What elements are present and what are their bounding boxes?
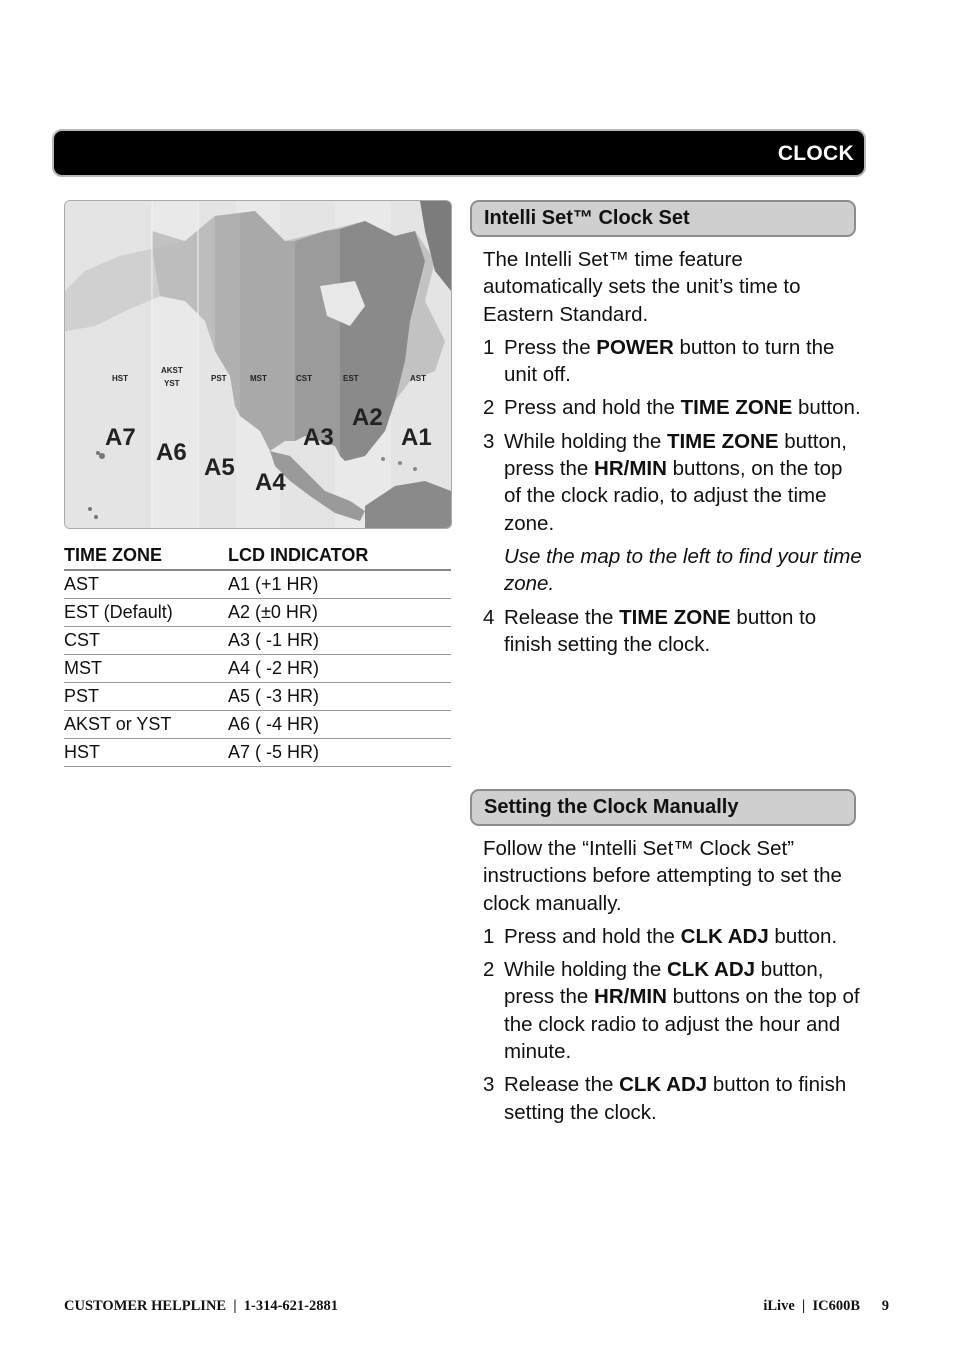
button-name: CLK ADJ xyxy=(666,958,756,982)
step-text: button to finish setting the clock. xyxy=(504,1073,847,1124)
manual-set-body xyxy=(483,835,863,1132)
step-number: 2 xyxy=(483,396,495,420)
page-title: CLOCK xyxy=(777,142,854,165)
time-zone-cell: AKST or YST xyxy=(64,711,228,739)
instruction-step xyxy=(483,334,863,389)
map-zone-label: CST xyxy=(296,374,312,383)
instruction-step xyxy=(483,394,863,421)
step-number: 1 xyxy=(483,924,495,948)
map-zone-label: MST xyxy=(250,374,267,383)
step-text: While holding the xyxy=(504,958,667,982)
lcd-indicator-cell: A1 (+1 HR) xyxy=(228,570,451,599)
footer-brand-page: iLive | IC600B 9 xyxy=(763,1298,889,1314)
lcd-indicator-cell: A4 ( -2 HR) xyxy=(228,655,451,683)
map-zone-label: PST xyxy=(211,374,227,383)
manual-set-intro: Follow the “Intelli Set™ Clock Set” instructions before attempting to set the clock manually. xyxy=(483,837,842,915)
step-text: Release the xyxy=(504,605,620,629)
manual-set-heading-box xyxy=(470,789,856,826)
button-name: HR/MIN xyxy=(594,985,667,1009)
footer-helpline: CUSTOMER HELPLINE | 1-314-621-2881 xyxy=(64,1298,339,1314)
time-zone-cell: CST xyxy=(64,627,228,655)
intelli-set-heading: Intelli Set™ Clock Set xyxy=(484,207,690,229)
step-text: button, press the xyxy=(504,958,824,1009)
step-text: button to finish setting the clock. xyxy=(504,605,817,656)
lcd-indicator-cell: A3 ( -1 HR) xyxy=(228,627,451,655)
instruction-step xyxy=(483,428,863,537)
button-name: TIME ZONE xyxy=(680,396,793,420)
map-zone-label: AST xyxy=(410,374,426,383)
table-row xyxy=(64,711,451,739)
table-row xyxy=(64,599,451,627)
time-zone-cell: EST (Default) xyxy=(64,599,228,627)
button-name: POWER xyxy=(596,335,674,359)
instruction-step xyxy=(483,956,863,1065)
button-name: CLK ADJ xyxy=(619,1073,708,1097)
step-number: 3 xyxy=(483,429,495,453)
instruction-step xyxy=(483,1071,863,1126)
lcd-indicator-cell: A2 (±0 HR) xyxy=(228,599,451,627)
map-zone-label: HST xyxy=(112,374,128,383)
step-text: button, press the xyxy=(504,429,847,481)
map-note: Use the map to the left to find your time zone. xyxy=(504,544,862,596)
table-row xyxy=(64,739,451,767)
step-text: buttons, on the top of the clock radio, to adjust the time zone. xyxy=(504,457,843,535)
column-header-lcd-indicator: LCD INDICATOR xyxy=(228,541,451,570)
button-name: HR/MIN xyxy=(594,457,667,481)
table-header-row xyxy=(64,541,451,570)
step-text: Press the xyxy=(504,335,597,359)
step-number: 4 xyxy=(483,605,495,629)
time-zone-table xyxy=(64,541,451,767)
map-zone-label: YST xyxy=(164,379,180,388)
time-zone-cell: AST xyxy=(64,570,228,599)
map-indicator-label: A4 xyxy=(255,469,286,496)
section-header-bar xyxy=(52,129,866,177)
instruction-step xyxy=(483,604,863,659)
map-zone-label: AKST xyxy=(161,366,183,375)
map-indicator-label: A7 xyxy=(105,424,136,451)
map-zone-label: EST xyxy=(343,374,359,383)
step-text: Release the xyxy=(504,1073,620,1097)
map-indicator-label: A2 xyxy=(352,404,383,431)
time-zone-cell: PST xyxy=(64,683,228,711)
time-zone-map xyxy=(64,200,452,529)
lcd-indicator-cell: A5 ( -3 HR) xyxy=(228,683,451,711)
step-text: Press and hold the xyxy=(504,396,681,420)
table-row xyxy=(64,683,451,711)
map-indicator-label: A1 xyxy=(401,424,432,451)
step-text: button. xyxy=(792,396,861,420)
lcd-indicator-cell: A6 ( -4 HR) xyxy=(228,711,451,739)
intelli-set-heading-box xyxy=(470,200,856,237)
step-number: 2 xyxy=(483,958,495,982)
time-zone-cell: MST xyxy=(64,655,228,683)
map-indicator-label: A5 xyxy=(204,454,235,481)
step-text: Press and hold the xyxy=(504,924,681,948)
map-indicator-label: A6 xyxy=(156,439,187,466)
column-header-time-zone: TIME ZONE xyxy=(64,541,228,570)
intelli-set-intro: The Intelli Set™ time feature automatically sets the unit’s time to Eastern Standard. xyxy=(483,248,801,326)
step-text: button to turn the unit off. xyxy=(504,335,835,387)
table-row xyxy=(64,570,451,599)
intelli-set-body xyxy=(483,246,863,664)
lcd-indicator-cell: A7 ( -5 HR) xyxy=(228,739,451,767)
map-indicator-label: A3 xyxy=(303,424,334,451)
table-row xyxy=(64,655,451,683)
step-text: button. xyxy=(768,924,838,948)
button-name: CLK ADJ xyxy=(680,924,769,948)
step-text: While holding the xyxy=(504,429,667,453)
time-zone-cell: HST xyxy=(64,739,228,767)
step-number: 1 xyxy=(483,335,495,359)
step-number: 3 xyxy=(483,1073,495,1097)
step-text: buttons on the top of the clock radio to adjust the hour and minute. xyxy=(504,985,860,1064)
table-row xyxy=(64,627,451,655)
instruction-step xyxy=(483,923,863,950)
button-name: TIME ZONE xyxy=(666,429,779,453)
button-name: TIME ZONE xyxy=(619,605,731,629)
manual-set-heading: Setting the Clock Manually xyxy=(484,796,739,818)
